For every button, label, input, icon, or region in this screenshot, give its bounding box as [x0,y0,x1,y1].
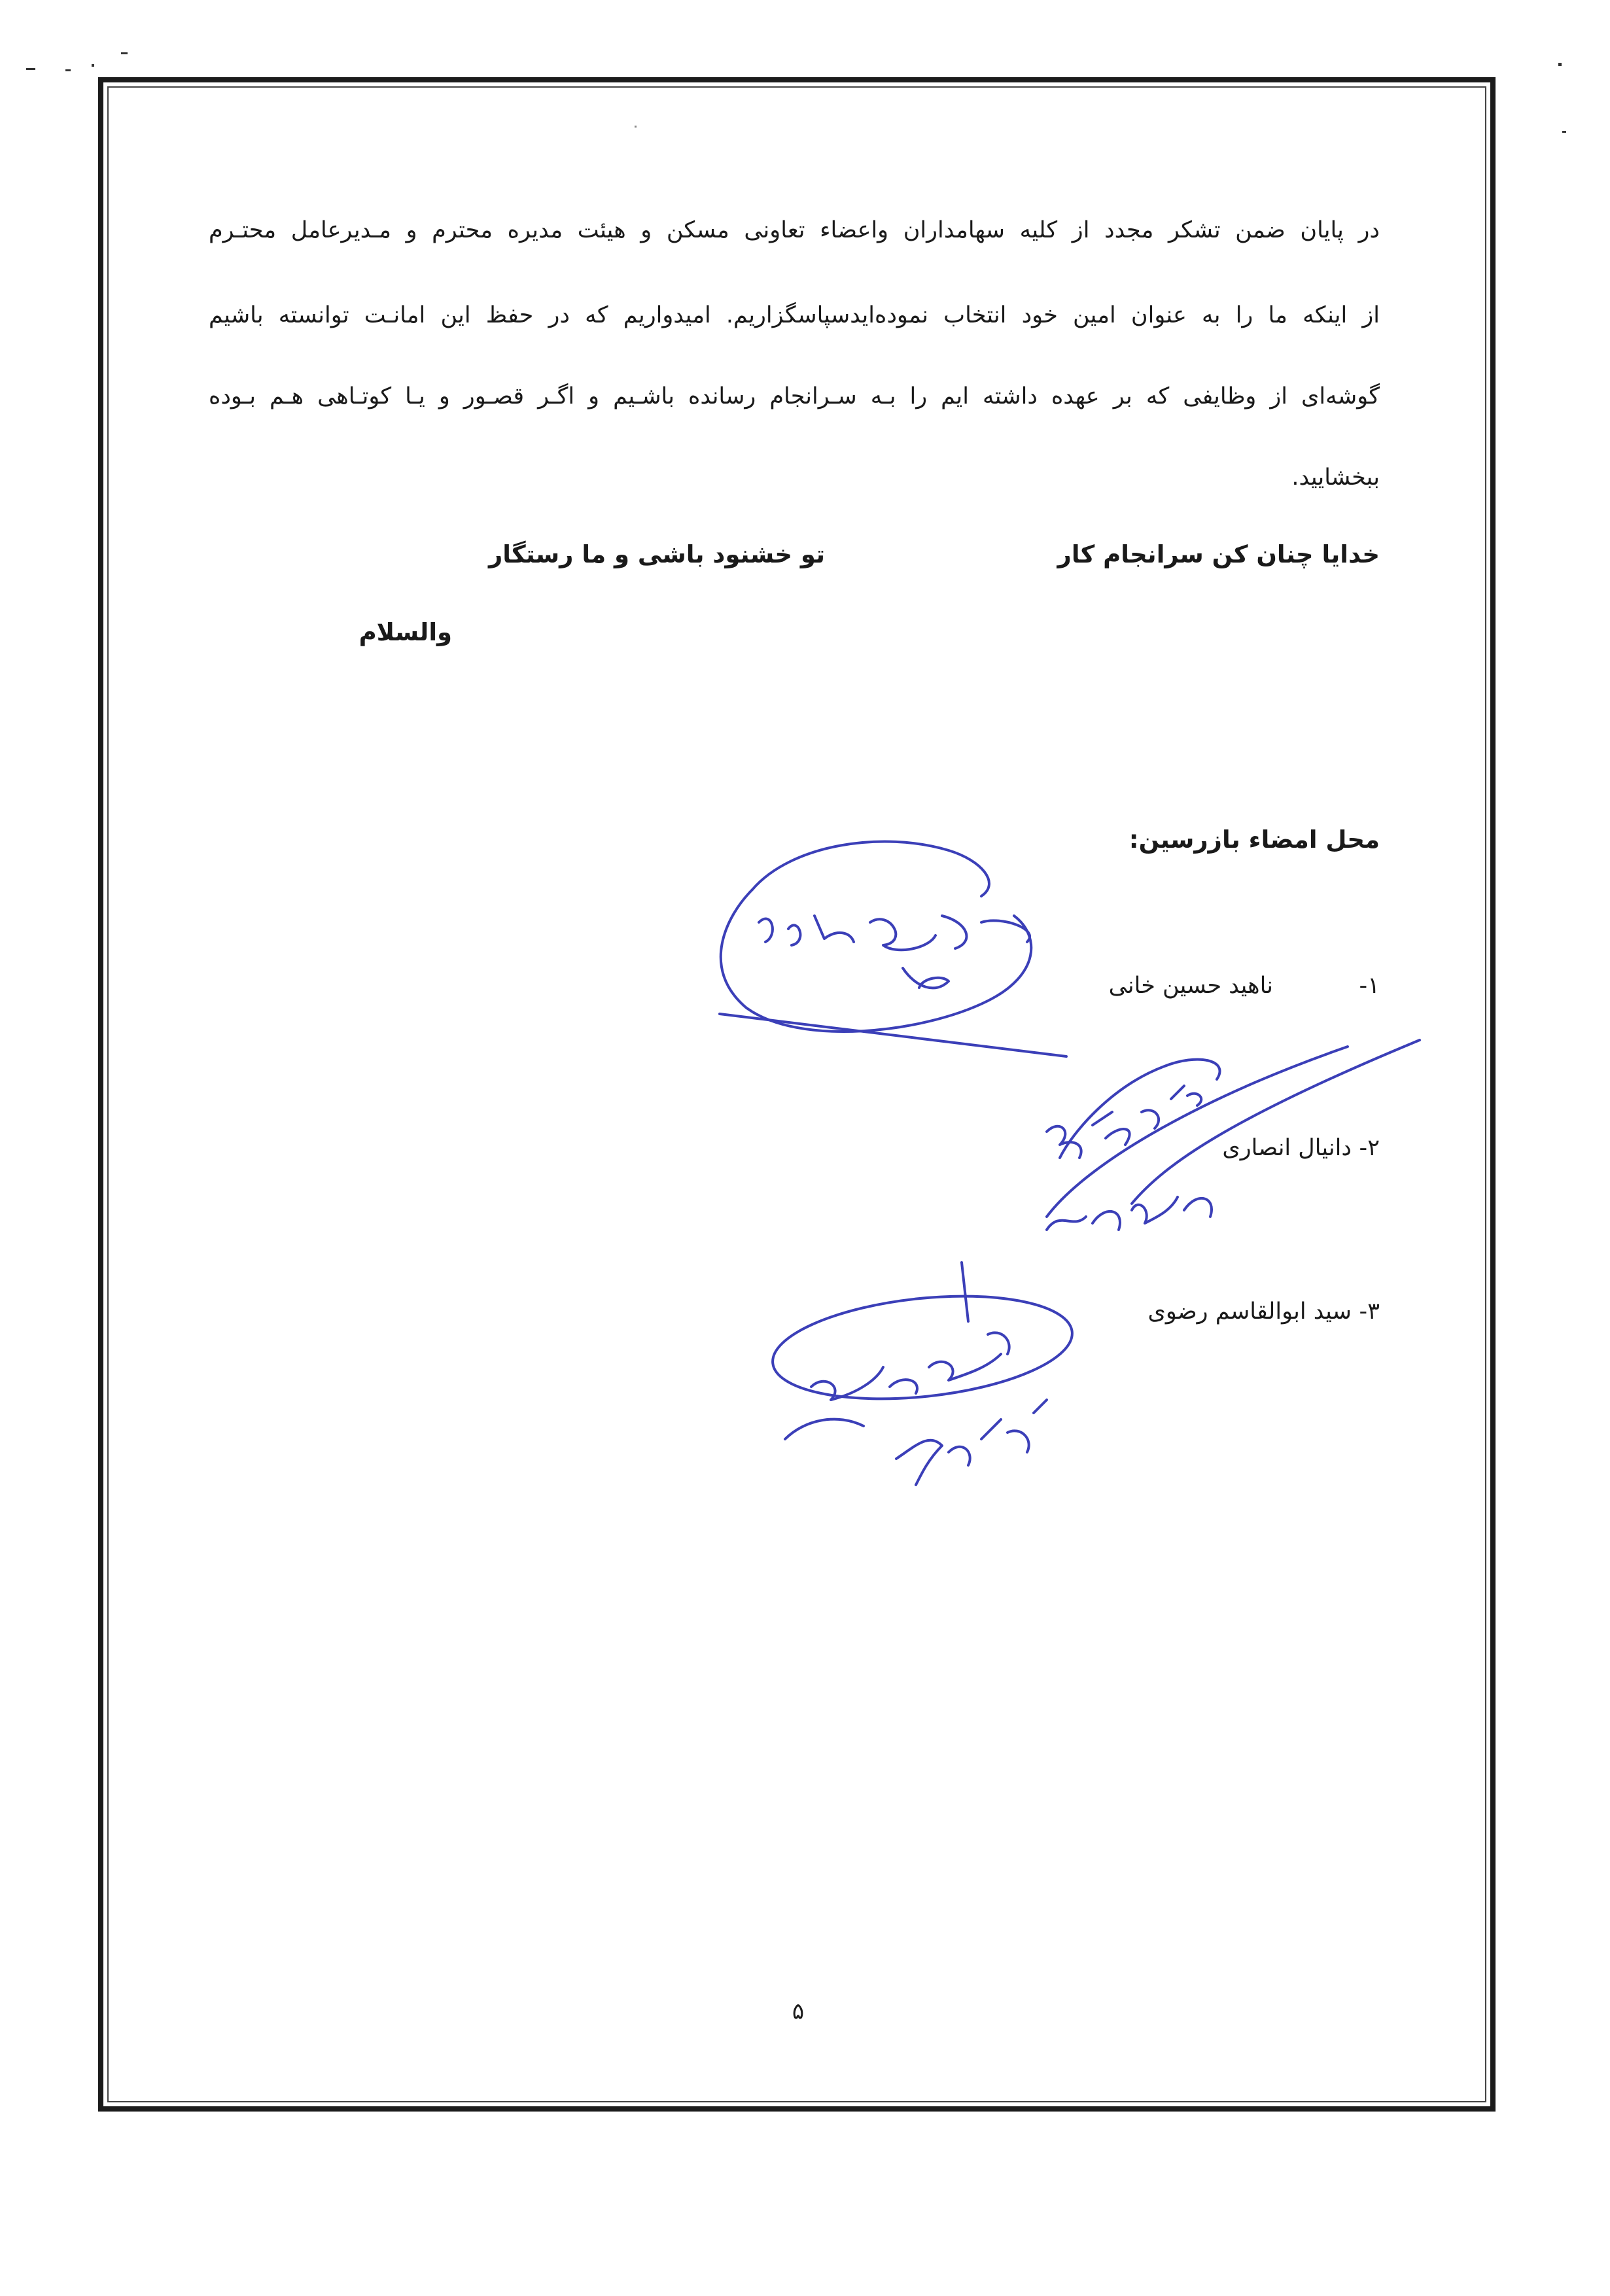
inspector-1-name: ناهید حسین خانی [1108,973,1273,999]
signature-1-image [674,818,1079,1066]
page-number: ۵ [792,1998,805,2025]
paragraph-last-line: ببخشایید. [1291,464,1380,491]
poem-line-right: خدایا چنان کن سرانجام کار [1057,540,1380,568]
closing-salutation: والسلام [359,618,452,646]
signatures-heading: محل امضاء بازرسین: [1129,826,1380,854]
poem-line-left: تو خشنود باشی و ما رستگار [488,540,825,568]
inspector-2-name: دانیال انصاری [1222,1135,1352,1161]
inspector-3-name: سید ابوالقاسم رضوی [1147,1298,1352,1325]
paragraph-line-3: گوشه‌ای از وظایفی که بر عهده داشته ایم را بـه سـرانجام رسانده باشـیم و اگـر قصـور و یـا کوتـاهی هـم بـوده [209,383,1380,409]
inspector-1-number: ۱- [1359,973,1380,999]
signature-2-image [1034,1034,1426,1269]
inspector-3-number: ۳- [1359,1298,1380,1325]
inspector-2-number: ۲- [1359,1135,1380,1161]
paragraph-line-1: در پایان ضمن تشکر مجدد از کلیه سهامداران واعضاء تعاونی مسکن و هیئت مدیره محترم و مـدیرعامل محتـرم [209,217,1380,243]
paragraph-line-2: از اینکه ما را به عنوان امین خود انتخاب نموده‌ایدسپاسگزاریم. امیدواریم که در حفظ این امانـت توانسته باشیم [209,302,1380,328]
signature-3-image [772,1256,1178,1531]
